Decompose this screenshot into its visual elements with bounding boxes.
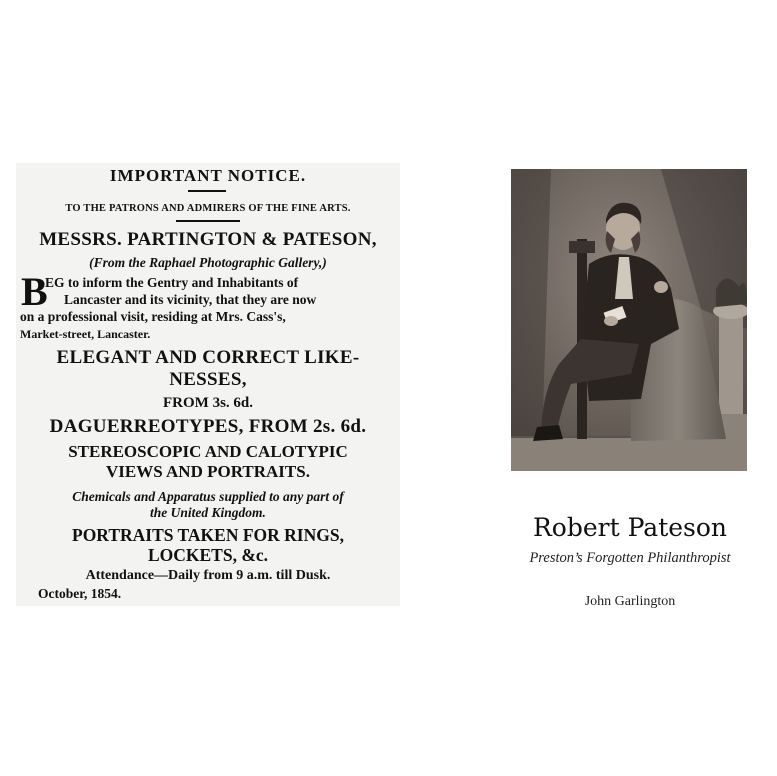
- newspaper-notice: [16, 163, 400, 606]
- notice-likenesses-2: NESSES,: [169, 369, 247, 390]
- notice-body-line-4: Market-street, Lancaster.: [20, 327, 151, 341]
- book-title: Robert Pateson: [532, 513, 728, 542]
- notice-price-from: FROM 3s. 6d.: [163, 395, 253, 411]
- portrait-photo: [511, 169, 747, 471]
- notice-date: October, 1854.: [38, 586, 122, 601]
- notice-rule: [176, 220, 240, 222]
- notice-drop-cap: B: [21, 269, 48, 314]
- notice-body-line-3: on a professional visit, residing at Mrs. Cass's,: [20, 309, 286, 324]
- notice-daguerreotypes: DAGUERREOTYPES, FROM 2s. 6d.: [49, 416, 367, 437]
- book-author: John Garlington: [584, 594, 676, 609]
- notice-short-rule: [188, 190, 226, 192]
- notice-portraits-1: PORTRAITS TAKEN FOR RINGS,: [72, 525, 344, 545]
- notice-chemicals-1: Chemicals and Apparatus supplied to any part of: [72, 489, 344, 504]
- notice-body-line-1: EG to inform the Gentry and Inhabitants of: [45, 275, 299, 290]
- notice-gallery: (From the Raphael Photographic Gallery,): [89, 255, 327, 270]
- book-subtitle: Preston’s Forgotten Philanthropist: [529, 550, 731, 566]
- notice-subheading: TO THE PATRONS AND ADMIRERS OF THE FINE ARTS.: [65, 203, 351, 214]
- notice-portraits-2: LOCKETS, &c.: [147, 545, 269, 565]
- notice-firm: MESSRS. PARTINGTON & PATESON,: [39, 229, 377, 250]
- portrait-illustration: [511, 169, 747, 471]
- notice-likenesses-1: ELEGANT AND CORRECT LIKE-: [56, 347, 360, 368]
- notice-chemicals-2: the United Kingdom.: [150, 505, 266, 520]
- notice-body-line-2: Lancaster and its vicinity, that they are now: [64, 292, 317, 307]
- notice-heading: IMPORTANT NOTICE.: [109, 166, 307, 185]
- notice-stereo-2: VIEWS AND PORTRAITS.: [106, 462, 310, 481]
- notice-attendance: Attendance—Daily from 9 a.m. till Dusk.: [85, 568, 331, 583]
- notice-stereo-1: STEREOSCOPIC AND CALOTYPIC: [68, 442, 348, 461]
